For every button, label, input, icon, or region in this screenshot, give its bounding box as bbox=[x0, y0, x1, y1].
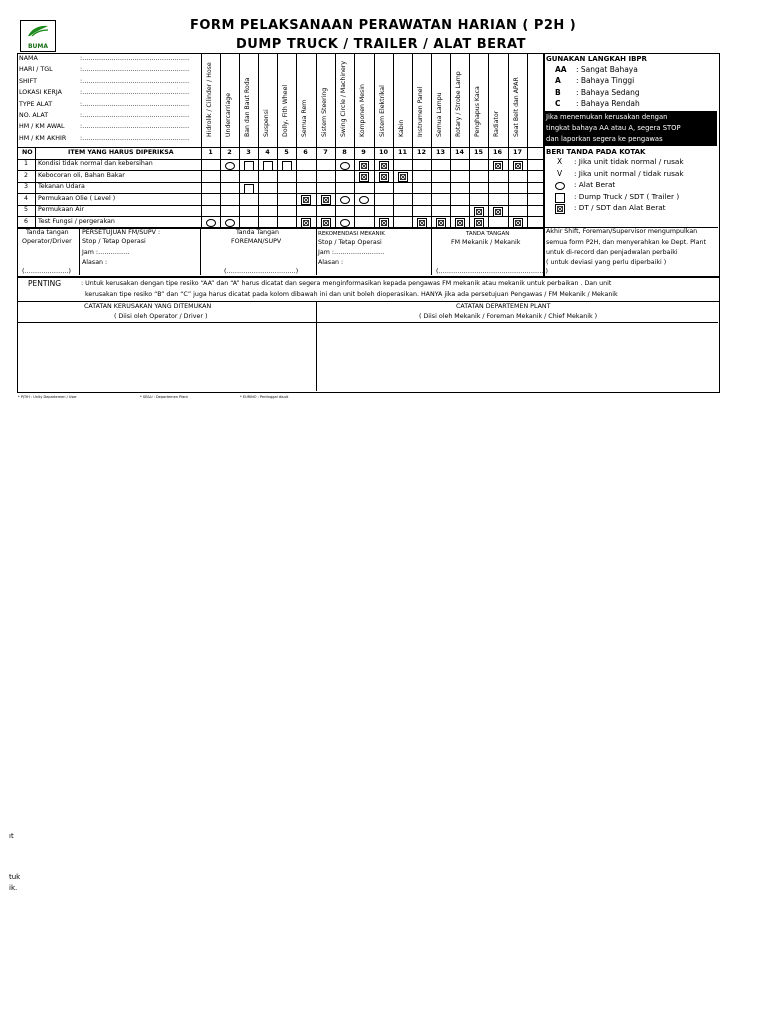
approval-line-2[interactable]: Jam :…………… bbox=[82, 249, 130, 256]
column-label-8: Swing Circle / Machinery bbox=[340, 60, 347, 137]
footnote-1: * PJTIH : Unity Departemen / User bbox=[18, 395, 77, 399]
checkbox-both[interactable] bbox=[513, 161, 523, 171]
col-no-header: NO bbox=[22, 149, 33, 156]
mark-legend-title: BERI TANDA PADA KOTAK bbox=[546, 148, 646, 156]
column-label-1: Hidrolik / Cilinder / Hose bbox=[206, 62, 213, 137]
grid-vline bbox=[431, 53, 432, 227]
notes-left-sub: ( Diisi oleh Operator / Driver ) bbox=[114, 313, 208, 320]
column-number-11: 11 bbox=[397, 148, 408, 156]
risk-code-0: AA bbox=[555, 65, 567, 74]
risk-code-1: A bbox=[555, 76, 561, 86]
risk-code-3: C bbox=[555, 98, 561, 108]
legend-title: GUNAKAN LANGKAH IBPR bbox=[546, 55, 647, 63]
column-number-5: 5 bbox=[284, 148, 289, 156]
item-number-4: 4 bbox=[24, 194, 29, 202]
operator-sign-title: Tanda tangan bbox=[26, 229, 69, 236]
info-label-6: HM / KM AWAL bbox=[19, 123, 65, 131]
checkbox-both[interactable] bbox=[493, 161, 503, 171]
column-label-10: Sistem Elektrikal bbox=[379, 85, 386, 137]
checkbox-heavy[interactable] bbox=[359, 196, 369, 204]
operator-sign-sub: Operator/Driver bbox=[22, 238, 72, 245]
info-label-3: LOKASI KERJA bbox=[19, 89, 62, 97]
checkbox-heavy[interactable] bbox=[225, 162, 235, 170]
overflow-text-2: tuk bbox=[9, 873, 21, 881]
checkbox-dt[interactable] bbox=[282, 161, 292, 171]
foreman-sign-title: Tanda Tangan bbox=[236, 229, 280, 236]
penting-line-2: kerusakan tipe resiko “B” dan “C” juga harus dicatat pada kolom dibawah ini dan unit boleh dioperasikan. HANYA jika ada persetujuan Pengawas / FM Mekanik / Mekanik bbox=[85, 291, 618, 298]
item-number-6: 6 bbox=[24, 217, 29, 225]
grid-hline bbox=[17, 205, 543, 206]
grid-vline bbox=[201, 53, 202, 227]
item-label-5: Permukaan Air bbox=[38, 206, 84, 213]
column-label-9: Komponen Mesin bbox=[359, 84, 366, 137]
info-value-1[interactable]: :…………………………………………… bbox=[80, 66, 190, 74]
info-label-2: SHIFT bbox=[19, 77, 37, 85]
grid-vline bbox=[488, 53, 489, 227]
grid-vline bbox=[450, 53, 451, 227]
column-number-15: 15 bbox=[473, 148, 484, 156]
checkbox-heavy[interactable] bbox=[340, 196, 350, 204]
grid-vline bbox=[527, 53, 528, 227]
grid-vline bbox=[277, 53, 278, 227]
column-label-5: Dolly, Fith Wheel bbox=[282, 84, 289, 137]
warning-box bbox=[544, 111, 717, 146]
notes-left-area[interactable] bbox=[18, 323, 315, 390]
mechanic-sign-title: TANDA TANGAN bbox=[466, 231, 510, 237]
checkbox-dt[interactable] bbox=[244, 161, 254, 171]
info-value-2[interactable]: :…………………………………………… bbox=[80, 77, 190, 85]
col-item-header: ITEM YANG HARUS DIPERIKSA bbox=[68, 149, 174, 156]
footnote-3: * EURINO : Pertinggal disuit bbox=[240, 395, 289, 399]
column-number-12: 12 bbox=[416, 148, 427, 156]
penting-label: PENTING bbox=[28, 279, 62, 288]
grid-hline bbox=[17, 182, 543, 183]
foreman-sign-blank[interactable]: (……………………………) bbox=[224, 268, 299, 275]
checkbox-heavy[interactable] bbox=[340, 219, 350, 227]
info-value-5[interactable]: :…………………………………………… bbox=[80, 112, 190, 119]
column-number-9: 9 bbox=[361, 148, 366, 156]
column-number-13: 13 bbox=[435, 148, 446, 156]
column-label-16: Radiator bbox=[493, 110, 500, 137]
grid-vline bbox=[239, 53, 240, 227]
grid-vline bbox=[508, 53, 509, 227]
checkbox-dt[interactable] bbox=[244, 184, 254, 194]
item-label-4: Permukaan Olie ( Level ) bbox=[38, 194, 116, 202]
info-label-4: TYPE ALAT bbox=[19, 100, 53, 108]
approval-line-1: Stop / Tetap Operasi bbox=[82, 238, 146, 245]
info-value-6[interactable]: :…………………………………………… bbox=[80, 123, 190, 131]
checkbox-both[interactable] bbox=[359, 172, 369, 182]
mark-text-0: : Jika unit tidak normal / rusak bbox=[574, 157, 684, 166]
grid-vline bbox=[316, 53, 317, 227]
checkbox-dt[interactable] bbox=[263, 161, 273, 171]
column-label-12: Instrumen Panel bbox=[417, 86, 424, 137]
column-label-3: Ban dan Baut Roda bbox=[244, 77, 251, 137]
checkbox-both[interactable] bbox=[321, 195, 331, 205]
warning-line-2: tingkat bahaya AA atau A, segera STOP bbox=[546, 124, 681, 132]
item-label-6: Test Fungsi / pergerakan bbox=[38, 217, 115, 225]
checkbox-both[interactable] bbox=[379, 172, 389, 182]
shift-note-1: Akhir Shift, Foreman/Supervisor mengumpulkan bbox=[546, 228, 698, 235]
grid-vline bbox=[258, 53, 259, 227]
grid-vline bbox=[335, 53, 336, 227]
column-number-3: 3 bbox=[246, 148, 251, 156]
foreman-sign-sub: FOREMAN/SUPV bbox=[231, 238, 282, 245]
checkbox-both[interactable] bbox=[379, 161, 389, 171]
item-label-1: Kondisi tidak normal dan kebersihan bbox=[38, 160, 153, 167]
column-number-10: 10 bbox=[378, 148, 389, 156]
info-label-5: NO. ALAT bbox=[19, 112, 49, 119]
grid-vline bbox=[374, 53, 375, 227]
shift-note-2: semua form P2H, dan menyerahkan ke Dept. Plant bbox=[546, 239, 706, 246]
item-label-2: Kebocoran oli, Bahan Bakar bbox=[38, 171, 125, 179]
grid-vline bbox=[296, 53, 297, 227]
grid-vline bbox=[354, 53, 355, 227]
checkbox-both[interactable] bbox=[398, 172, 408, 182]
logo-text: BUMA bbox=[27, 43, 49, 50]
item-label-3: Tekanan Udara bbox=[38, 183, 85, 190]
checkbox-both[interactable] bbox=[301, 195, 311, 205]
logo-leaf-icon bbox=[26, 24, 50, 38]
grid-hline bbox=[17, 147, 543, 148]
column-number-7: 7 bbox=[323, 148, 328, 156]
info-label-7: HM / KM AKHIR bbox=[19, 134, 67, 142]
item-number-1: 1 bbox=[24, 160, 29, 167]
warning-line-3: dan laporkan segera ke pengawas bbox=[546, 135, 663, 143]
column-number-17: 17 bbox=[512, 148, 523, 156]
mark-text-3: : Dump Truck / SDT ( Trailer ) bbox=[574, 191, 680, 201]
notes-right-sub: ( Diisi oleh Mekanik / Foreman Mekanik / Chief Mekanik ) bbox=[419, 313, 598, 320]
mechanic-sign-sub: FM Mekanik / Mekanik bbox=[451, 239, 521, 246]
mark-symbol-0: X bbox=[557, 157, 563, 166]
column-number-4: 4 bbox=[265, 148, 270, 156]
notes-right-area[interactable] bbox=[317, 323, 717, 390]
column-number-14: 14 bbox=[454, 148, 465, 156]
notes-right-title: CATATAN DEPARTEMEN PLANT bbox=[456, 303, 551, 310]
grid-vline bbox=[220, 53, 221, 227]
xbox-mark-icon bbox=[555, 204, 565, 214]
overflow-text-1: ıt bbox=[9, 832, 14, 840]
recommend-line-1: Stop / Tetap Operasi bbox=[318, 239, 382, 246]
approval-line-3[interactable]: Alasan : bbox=[82, 259, 108, 266]
risk-text-3: : Bahaya Rendah bbox=[576, 98, 640, 108]
checkbox-heavy[interactable] bbox=[340, 162, 350, 170]
grid-vline bbox=[393, 53, 394, 227]
shift-note-3: untuk di-record dan penjadwalan perbaiki bbox=[546, 249, 678, 256]
column-label-17: Seat Belt dan APAR bbox=[513, 77, 520, 137]
column-label-11: Kabin bbox=[398, 119, 405, 137]
mechanic-sign-blank[interactable]: (……………………………………………) bbox=[436, 268, 548, 275]
column-label-6: Semua Rem bbox=[301, 99, 308, 137]
column-number-1: 1 bbox=[208, 148, 213, 156]
checkbox-both[interactable] bbox=[359, 161, 369, 171]
mechanic-recommendation-title: REKOMENDASI MEKANIK bbox=[318, 231, 385, 237]
column-number-2: 2 bbox=[227, 148, 232, 156]
operator-sign-blank[interactable]: (…………………) bbox=[22, 268, 71, 275]
checkbox-both[interactable] bbox=[474, 207, 484, 217]
box-mark-icon bbox=[555, 193, 565, 203]
info-value-3[interactable]: :…………………………………………… bbox=[80, 89, 190, 97]
checkbox-both[interactable] bbox=[493, 207, 503, 217]
item-number-5: 5 bbox=[24, 206, 29, 213]
checkbox-heavy[interactable] bbox=[206, 219, 216, 227]
risk-code-2: B bbox=[555, 87, 561, 97]
form-title-line1: FORM PELAKSANAAN PERAWATAN HARIAN ( P2H ) bbox=[190, 18, 577, 33]
approval-title: PERSETUJUAN FM/SUPV : bbox=[82, 229, 161, 236]
grid-vline bbox=[469, 53, 470, 227]
warning-line-1: Jika menemukan kerusakan dengan bbox=[546, 113, 668, 121]
risk-text-0: : Sangat Bahaya bbox=[576, 65, 638, 74]
info-value-7[interactable]: :…………………………………………… bbox=[80, 134, 190, 142]
column-label-4: Suspensi bbox=[263, 109, 270, 137]
column-number-6: 6 bbox=[303, 148, 308, 156]
mark-text-1: : Jika unit normal / tidak rusak bbox=[574, 168, 684, 178]
info-value-0[interactable]: :…………………………………………… bbox=[80, 55, 190, 62]
info-label-0: NAMA bbox=[19, 55, 38, 62]
form-title-line2: DUMP TRUCK / TRAILER / ALAT BERAT bbox=[236, 37, 526, 52]
info-label-1: HARI / TGL bbox=[19, 66, 53, 74]
item-number-3: 3 bbox=[24, 183, 29, 190]
grid-vline bbox=[412, 53, 413, 227]
recommend-line-3[interactable]: Alasan : bbox=[318, 259, 344, 266]
column-label-14: Rotary / Strobe Lamp bbox=[455, 71, 462, 137]
recommend-line-2[interactable]: Jam :…………………… bbox=[318, 249, 385, 256]
column-label-15: Penghapus Kaca bbox=[474, 86, 481, 137]
checkbox-heavy[interactable] bbox=[225, 219, 235, 227]
risk-text-1: : Bahaya Tinggi bbox=[576, 76, 635, 86]
company-logo bbox=[20, 20, 56, 52]
column-label-2: Undercarriage bbox=[225, 92, 232, 137]
circle-mark-icon bbox=[555, 182, 565, 190]
notes-left-title: CATATAN KERUSAKAN YANG DITEMUKAN bbox=[84, 303, 212, 310]
column-label-7: Sistem Steering bbox=[321, 87, 328, 137]
penting-line-1: : Untuk kerusakan dengan tipe resiko “AA” dan “A” harus dicatat dan segera menginformasikan kepada pengawas FM mekanik atau mekanik untuk perbaikan . Dan unit bbox=[81, 280, 612, 287]
mark-text-4: : DT / SDT dan Alat Berat bbox=[574, 203, 666, 212]
info-value-4[interactable]: :…………………………………………… bbox=[80, 100, 190, 108]
footnote-2: * SE&U : Departemen Plant bbox=[140, 395, 188, 399]
column-number-16: 16 bbox=[492, 148, 503, 156]
shift-note-4: ( untuk deviasi yang perlu diperbaiki ) bbox=[546, 259, 667, 266]
mark-symbol-1: V bbox=[557, 168, 563, 178]
item-number-2: 2 bbox=[24, 171, 29, 179]
mark-text-2: : Alat Berat bbox=[574, 180, 616, 189]
column-label-13: Semua Lampu bbox=[436, 92, 443, 137]
column-number-8: 8 bbox=[342, 148, 347, 156]
risk-text-2: : Bahaya Sedang bbox=[576, 87, 640, 97]
overflow-text-3: ik. bbox=[9, 884, 18, 892]
